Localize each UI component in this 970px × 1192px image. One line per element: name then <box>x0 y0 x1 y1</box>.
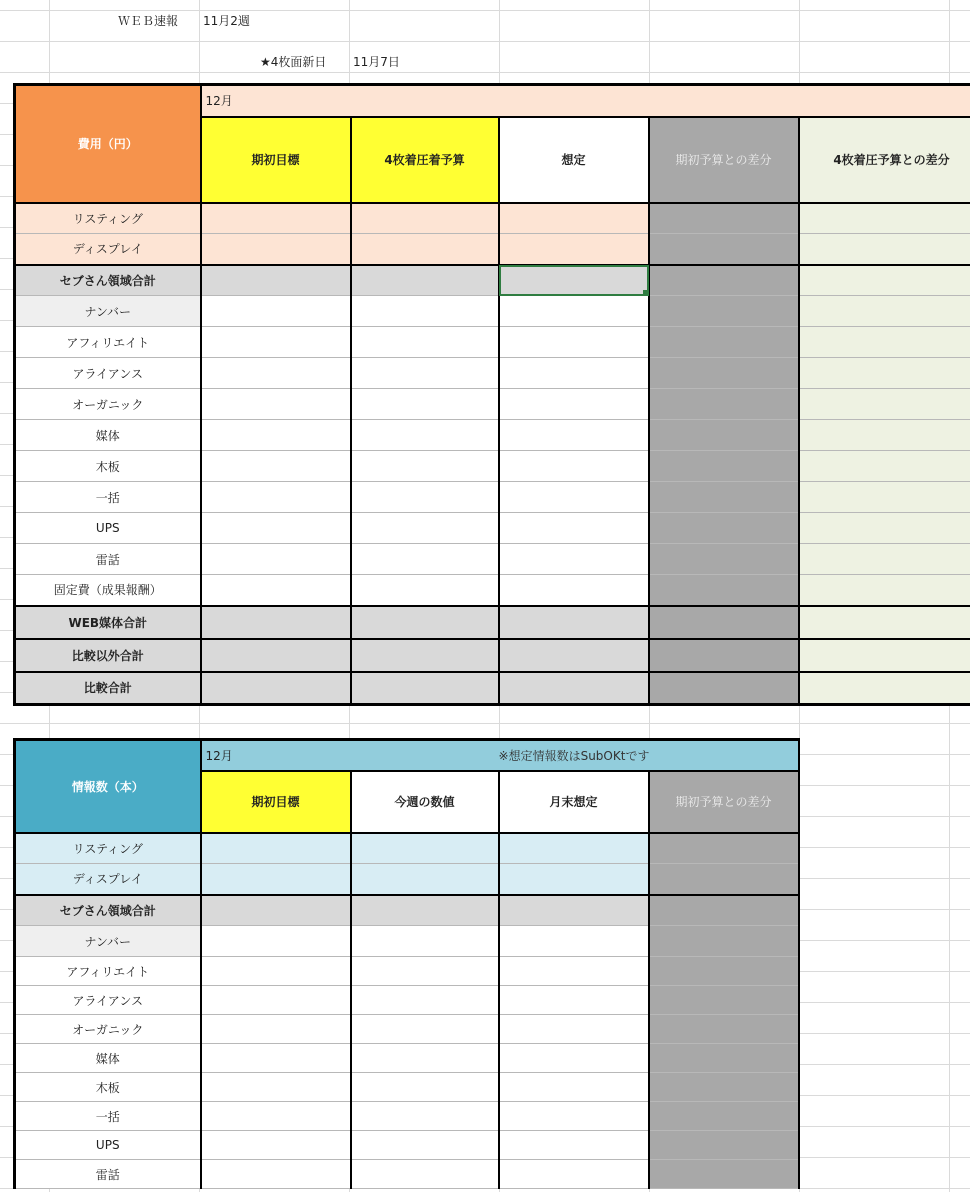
count-table <box>13 738 800 1189</box>
cost-corner-label: 費用（円） <box>15 85 201 203</box>
cost-row-label[interactable]: 媒体 <box>15 420 201 451</box>
count-row-label[interactable]: ディスプレイ <box>15 864 201 895</box>
cost-table <box>13 83 970 706</box>
update-label: ★4枚面新日 <box>260 55 327 69</box>
cost-col-initial-target[interactable]: 期初目標 <box>201 117 351 203</box>
count-row-label[interactable]: アライアンス <box>15 986 201 1015</box>
count-row-label[interactable]: アフィリエイト <box>15 957 201 986</box>
count-row-label[interactable]: リスティング <box>15 833 201 864</box>
cost-row-label[interactable]: UPS <box>15 513 201 544</box>
cost-row-label[interactable]: リスティング <box>15 203 201 234</box>
cost-col-forecast[interactable]: 想定 <box>499 117 649 203</box>
count-month-label: 12月 <box>201 740 351 771</box>
cost-row-label[interactable]: 雷話 <box>15 544 201 575</box>
cost-col-4sheet-budget[interactable]: 4枚着圧着予算 <box>351 117 499 203</box>
cost-row-label[interactable]: アフィリエイト <box>15 327 201 358</box>
cost-row-label[interactable]: オーガニック <box>15 389 201 420</box>
fill-handle[interactable] <box>643 290 649 296</box>
cost-row-label[interactable]: 木板 <box>15 451 201 482</box>
web-report-label: ＷＥＢ速報 <box>118 14 179 28</box>
cost-row-label[interactable]: ナンバー <box>15 296 201 327</box>
cost-row-label[interactable]: アライアンス <box>15 358 201 389</box>
week-label: 11月2週 <box>203 14 250 28</box>
count-row-label[interactable]: 雷話 <box>15 1160 201 1189</box>
count-row-label[interactable]: セブさん領域合計 <box>15 895 201 926</box>
count-col-month-end[interactable]: 月末想定 <box>499 771 649 833</box>
count-row-label[interactable]: UPS <box>15 1131 201 1160</box>
count-row-label[interactable]: ナンバー <box>15 926 201 957</box>
count-row-label[interactable]: 木板 <box>15 1073 201 1102</box>
count-row-label[interactable]: オーガニック <box>15 1015 201 1044</box>
cost-col-diff-4sheet[interactable]: 4枚着圧予算との差分 <box>799 117 970 203</box>
count-col-initial-target[interactable]: 期初目標 <box>201 771 351 833</box>
count-row-label[interactable]: 媒体 <box>15 1044 201 1073</box>
cost-row-label[interactable]: WEB媒体合計 <box>15 606 201 639</box>
count-col-diff-initial[interactable]: 期初予算との差分 <box>649 771 799 833</box>
cost-row-label[interactable]: 固定費（成果報酬） <box>15 575 201 606</box>
cost-col-diff-initial[interactable]: 期初予算との差分 <box>649 117 799 203</box>
update-date: 11月7日 <box>353 55 400 69</box>
cost-row-label[interactable]: セブさん領域合計 <box>15 265 201 296</box>
count-note: ※想定情報数はSubOKtです <box>351 740 799 771</box>
cost-row-label[interactable]: 一括 <box>15 482 201 513</box>
count-row-label[interactable]: 一括 <box>15 1102 201 1131</box>
count-corner-label: 情報数（本） <box>15 740 201 833</box>
count-col-this-week[interactable]: 今週の数値 <box>351 771 499 833</box>
cost-row-label[interactable]: 比較以外合計 <box>15 639 201 672</box>
cost-row-label[interactable]: ディスプレイ <box>15 234 201 265</box>
selected-cell[interactable] <box>499 265 649 296</box>
cost-row-label[interactable]: 比較合計 <box>15 672 201 705</box>
cost-month-label: 12月 <box>201 85 970 117</box>
